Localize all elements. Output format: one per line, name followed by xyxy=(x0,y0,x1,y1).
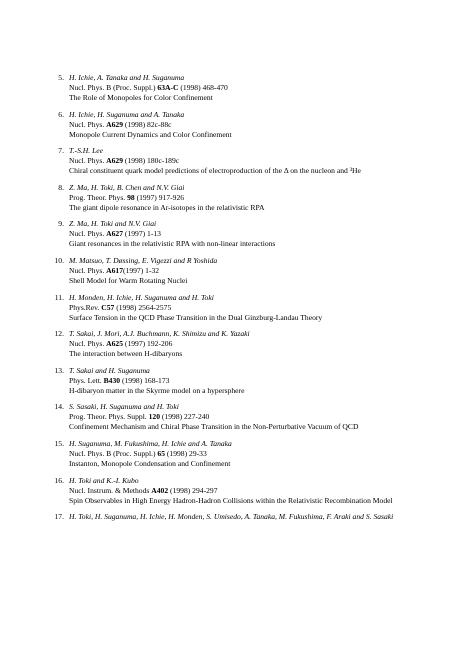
reference-authors: H. Monden, H. Ichie, H. Suganuma and H. Toki xyxy=(69,292,214,302)
reference-number: 15. xyxy=(54,438,64,448)
reference-journal: Prog. Theor. Phys. 98 (1997) 917-926 xyxy=(69,192,185,202)
reference-volume: B430 xyxy=(103,375,121,385)
reference-title: H-dibaryon matter in the Skyrme model on a hypersphere xyxy=(69,385,245,395)
reference-title: The Role of Monopoles for Color Confinement xyxy=(69,93,213,102)
reference-number: 16. xyxy=(54,475,64,485)
reference-number: 12. xyxy=(54,329,64,339)
reference-volume: 63A-C xyxy=(157,83,179,92)
reference-item xyxy=(50,110,450,140)
reference-item xyxy=(50,402,450,432)
reference-number: 6. xyxy=(58,109,64,119)
reference-journal: Nucl. Phys. A629 (1998) 82c-88c xyxy=(69,119,172,129)
reference-number: 8. xyxy=(58,182,64,192)
reference-item xyxy=(50,512,450,522)
reference-journal: Nucl. Phys. A617(1997) 1-32 xyxy=(69,265,160,275)
reference-title: Giant resonances in the relativistic RPA with non-linear interactions xyxy=(69,239,276,249)
reference-authors: T. Sakai, J. Mori, A.J. Buchmann, K. Shimizu and K. Yazaki xyxy=(69,329,250,339)
reference-authors: H. Toki, H. Suganuma, H. Ichie, H. Monden, S. Umisedo, A. Tanaka, M. Fukushima, F. Araki and S. Sasaki xyxy=(69,512,394,522)
reference-journal: Nucl. Phys. A625 (1997) 192-206 xyxy=(69,339,173,349)
reference-number: 14. xyxy=(54,402,64,412)
reference-item xyxy=(50,73,450,103)
reference-authors: Z. Ma, H. Toki, B. Chen and N.V. Giai xyxy=(69,182,185,192)
reference-volume: C57 xyxy=(101,302,115,312)
reference-title: Spin Observables in High Energy Hadron-Hadron Collisions within the Relativistic Recombination Model xyxy=(69,495,393,505)
reference-journal: Nucl. Phys. B (Proc. Suppl.) 65 (1998) 29-33 xyxy=(69,448,207,458)
reference-volume: A625 xyxy=(106,339,124,349)
reference-title: Monopole Current Dynamics and Color Confinement xyxy=(69,129,232,139)
reference-item xyxy=(50,476,450,506)
reference-authors: H. Toki and K.-I. Kubo xyxy=(69,475,139,485)
reference-authors: T. Sakai and H. Suganuma xyxy=(69,365,150,375)
reference-number: 10. xyxy=(54,255,64,265)
reference-journal: Nucl. Phys. A627 (1997) 1-13 xyxy=(69,229,161,239)
reference-journal: Nucl. Phys. A629 (1998) 180c-189c xyxy=(69,156,180,166)
reference-item xyxy=(50,439,450,469)
reference-journal: Nucl. Instrum. & Methods A402 (1998) 294-297 xyxy=(69,485,218,495)
reference-volume: A617 xyxy=(106,265,124,275)
reference-title: Chiral constituent quark model predictions of electroproduction of the Δ on the nucleon and ³He xyxy=(69,166,361,176)
reference-item xyxy=(50,366,450,396)
reference-authors: H. Ichie, A. Tanaka and H. Suganuma xyxy=(69,73,185,82)
reference-title: The giant dipole resonance in Ar-isotopes in the relativistic RPA xyxy=(69,202,265,212)
reference-number: 5. xyxy=(58,73,64,82)
reference-authors: T.-S.H. Lee xyxy=(69,146,104,156)
reference-journal: Prog. Theor. Phys. Suppl. 120 (1998) 227-240 xyxy=(69,412,210,422)
reference-volume: 65 xyxy=(157,448,165,458)
reference-title: Instanton, Monopole Condensation and Confinement xyxy=(69,458,231,468)
reference-number: 11. xyxy=(54,292,64,302)
reference-volume: A629 xyxy=(106,156,124,166)
reference-authors: M. Matsuo, T. Døssing, E. Vigezzi and R Yoshida xyxy=(69,255,218,265)
reference-volume: A627 xyxy=(106,229,124,239)
reference-authors: S. Sasaki, H. Suganuma and H. Toki xyxy=(69,402,179,412)
reference-number: 7. xyxy=(58,146,64,156)
reference-authors: H. Suganuma, M. Fukushima, H. Ichie and A. Tanaka xyxy=(69,438,232,448)
reference-item xyxy=(50,329,450,359)
reference-title: Shell Model for Warm Rotating Nuclei xyxy=(69,275,188,285)
reference-volume: 120 xyxy=(148,412,160,422)
reference-item xyxy=(50,256,450,286)
reference-title: The interaction between H-dibaryons xyxy=(69,349,183,359)
reference-item xyxy=(50,219,450,249)
reference-list xyxy=(50,73,450,529)
reference-authors: H. Ichie, H. Suganuma and A. Tanaka xyxy=(69,109,185,119)
reference-authors: Z. Ma, H. Toki and N.V. Giai xyxy=(69,219,157,229)
reference-number: 17. xyxy=(54,512,64,522)
reference-title: Confinement Mechanism and Chiral Phase Transition in the Non-Perturbative Vacuum of QCD xyxy=(69,422,359,432)
reference-number: 13. xyxy=(54,365,64,375)
reference-journal: Phys.Rev. C57 (1998) 2564-2575 xyxy=(69,302,172,312)
reference-number: 9. xyxy=(58,219,64,229)
reference-journal: Nucl. Phys. B (Proc. Suppl.) 63A-C (1998) 468-470 xyxy=(69,83,228,92)
reference-volume: A629 xyxy=(106,119,124,129)
reference-item xyxy=(50,293,450,323)
reference-title: Surface Tension in the QCD Phase Transition in the Dual Ginzburg-Landau Theory xyxy=(69,312,323,322)
reference-volume: A402 xyxy=(151,485,169,495)
reference-volume: 98 xyxy=(127,192,135,202)
reference-item xyxy=(50,183,450,213)
reference-item xyxy=(50,146,450,176)
reference-journal: Phys. Lett. B430 (1998) 168-173 xyxy=(69,375,170,385)
